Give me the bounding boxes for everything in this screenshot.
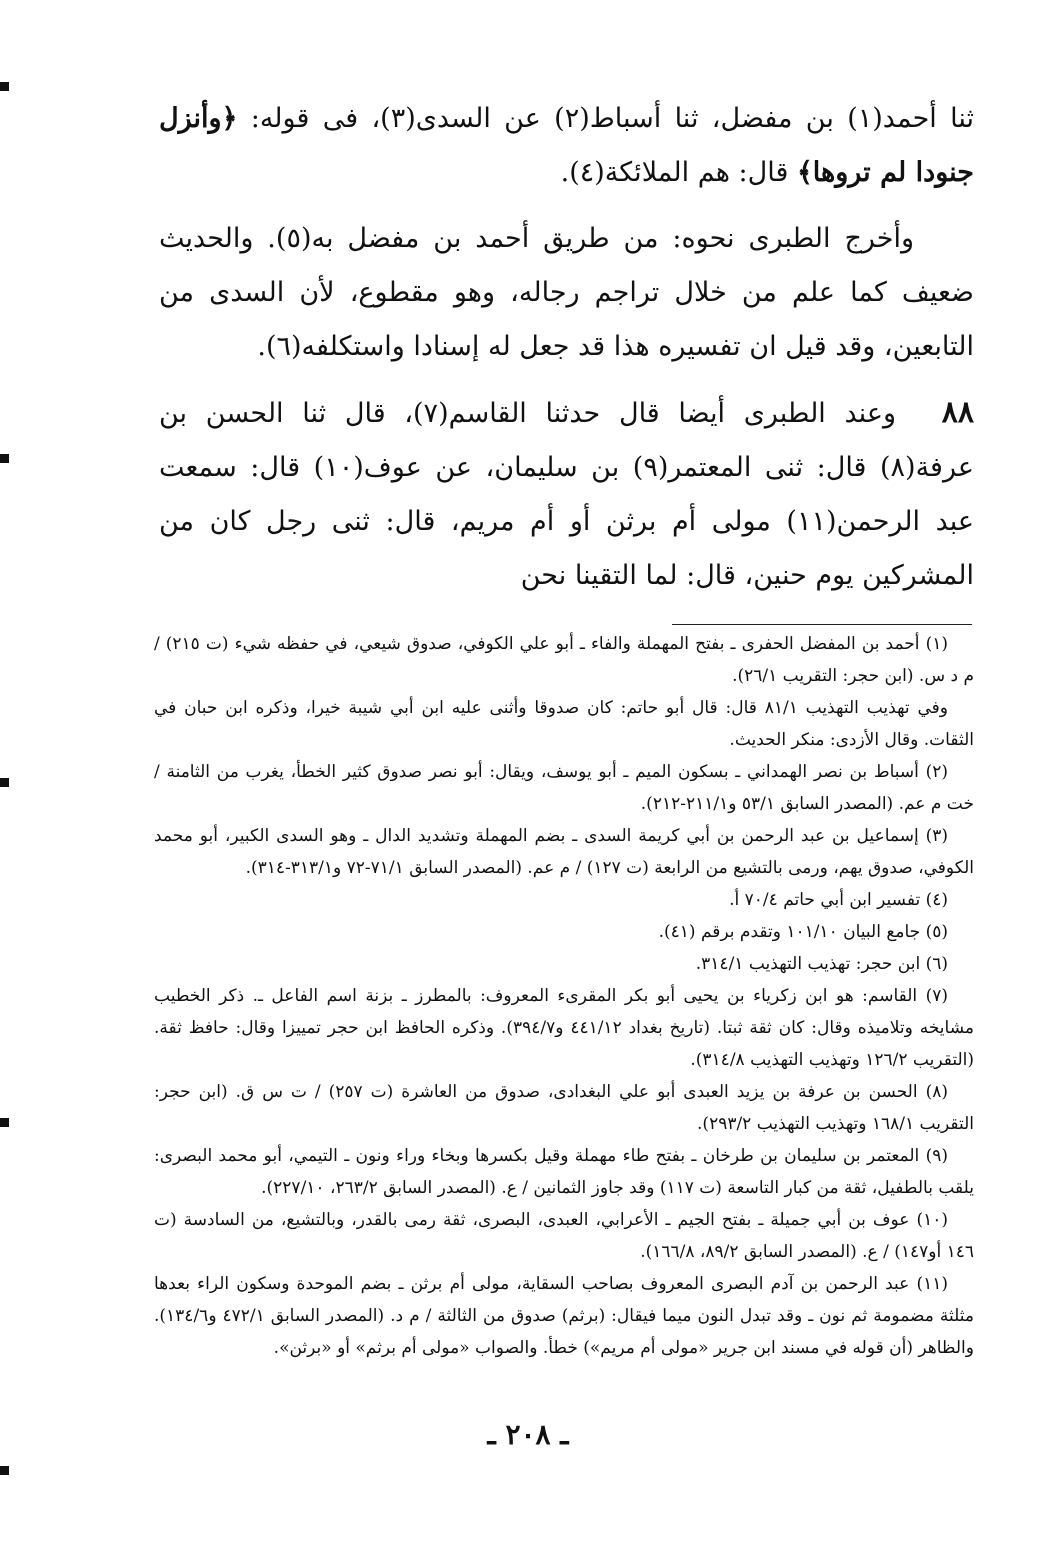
scan-margin-mark bbox=[0, 778, 9, 787]
footnote: (١) أحمد بن المفضل الحفرى ـ بفتح المهملة والفاء ـ أبو علي الكوفي، صدوق شيعي، في حفظه شيء (ت ٢١٥) / م د س. (ابن حجر: التقريب ٢٦/١). bbox=[154, 634, 974, 686]
footnote: (١٠) عوف بن أبي جميلة ـ بفتح الجيم ـ الأعرابي، العبدى، البصرى، ثقة رمى بالقدر، وبالتشيع، من السادسة (ت ١٤٦ أو١٤٧) / ع. (المصدر السابق ٨٩/٢، ١٦٦/٨). bbox=[154, 1210, 974, 1262]
footnote: (٧) القاسم: هو ابن زكرياء بن يحيى أبو بكر المقرىء المعروف: بالمطرز ـ بزنة اسم الفاعل ـ. ذكر الخطيب مشايخه وتلاميذه وقال: كان ثقة ثبتا. (تاريخ بغداد ٤٤١/١٢ و٣٩٤/٧). وذكره الحافظ ابن حجر تمييزا وقال: حافظ ثقة. (التقريب ١٢٦/٢ وتهذيب التهذيب ٣١٤/٨). bbox=[154, 986, 974, 1070]
paragraph-text: وعند الطبرى أيضا قال حدثنا القاسم(٧)، قال ثنا الحسن بن عرفة(٨) قال: ثنى المعتمر(٩) بن سليمان، عن عوف(١٠) قال: سمعت عبد الرحمن(١١) مولى أم برثن أو أم مريم، قال: ثنى رجل كان من المشركين يوم حنين، قال: لما التقينا نحن bbox=[159, 398, 975, 591]
footnote: (٨) الحسن بن عرفة بن يزيد العبدى أبو علي البغدادى، صدوق من العاشرة (ت ٢٥٧) / ت س ق. (ابن حجر: التقريب ١٦٨/١ وتهذيب التهذيب ٢٩٣/٢). bbox=[154, 1082, 974, 1134]
scan-margin-mark bbox=[0, 82, 9, 91]
page-number: ـ ٢٠٨ ـ bbox=[487, 1418, 569, 1451]
quran-verse: ﴿وأنزل جنودا لم تروها﴾ bbox=[159, 103, 974, 188]
footnote: (٢) أسباط بن نصر الهمداني ـ بسكون الميم ـ أبو يوسف، ويقال: أبو نصر صدوق كثير الخطأ، يغرب من الثامنة / خت م عم. (المصدر السابق ٥٣/١ و٢١١/١-٢١٢). bbox=[154, 762, 974, 814]
paragraph bbox=[159, 92, 974, 200]
footnote: وفي تهذيب التهذيب ٨١/١ قال: قال أبو حاتم: كان صدوقا وأثنى عليه ابن أبي شيبة خيرا، وذكره ابن حبان في الثقات. وقال الأزدى: منكر الحديث. bbox=[154, 698, 974, 750]
paragraph: وأخرج الطبرى نحوه: من طريق أحمد بن مفضل به(٥). والحديث ضعيف كما علم من خلال تراجم رجاله، وهو مقطوع، لأن السدى من التابعين، وقد قيل ان تفسيره هذا قد جعل له إسنادا واستكلفه(٦). bbox=[159, 223, 974, 362]
footnote: (٩) المعتمر بن سليمان بن طرخان ـ بفتح طاء مهملة وقيل بكسرها وبخاء وراء ونون ـ التيمي، أبو محمد البصرى: يلقب بالطفيل، ثقة من كبار التاسعة (ت ١١٧) وقد جاوز الثمانين / ع. (المصدر السابق ٢٦٣/٢، ٢٢٧/١٠). bbox=[154, 1146, 974, 1198]
main-text bbox=[159, 92, 974, 615]
scan-margin-mark bbox=[0, 1466, 9, 1475]
paragraph-text: قال: هم الملائكة(٤). bbox=[560, 157, 797, 188]
scan-margin-mark bbox=[0, 1118, 9, 1127]
footnote: (١١) عبد الرحمن بن آدم البصرى المعروف بصاحب السقاية، مولى أم برثن ـ بضم الموحدة وسكون الراء بعدها مثلثة مضمومة ثم نون ـ وقد تبدل النون ميما فيقال: (برثم) صدوق من الثالثة / م د. (المصدر السابق ٤٧٢/١ و١٣٤/٦). والظاهر (أن قوله في مسند ابن جرير «مولى أم مريم») خطأ. والصواب «مولى أم برثم» أو «برثن». bbox=[154, 1274, 974, 1358]
footnote: (٦) ابن حجر: تهذيب التهذيب ٣١٤/١. bbox=[695, 954, 948, 974]
paragraph-text: ثنا أحمد(١) بن مفضل، ثنا أسباط(٢) عن السدى(٣)، فى قوله: bbox=[237, 103, 974, 134]
footnote: (٥) جامع البيان ١٠١/١٠ وتقدم برقم (٤١). bbox=[658, 922, 948, 942]
hadith-paragraph bbox=[159, 386, 974, 603]
footnote: (٣) إسماعيل بن عبد الرحمن بن أبي كريمة السدى ـ بضم المهملة وتشديد الدال ـ وهو السدى الكبير، أبو محمد الكوفي، صدوق يهم، ورمى بالتشيع من الرابعة (ت ١٢٧) / م عم. (المصدر السابق ٧١/١-٧٢ و٣١٣/١-٣١٤). bbox=[154, 826, 974, 878]
scan-margin-mark bbox=[0, 454, 9, 463]
footnote: (٤) تفسير ابن أبي حاتم ٧٠/٤ أ. bbox=[729, 890, 948, 910]
hadith-number: ٨٨ bbox=[941, 395, 974, 430]
footnotes bbox=[154, 628, 974, 1364]
footnote-separator bbox=[672, 624, 972, 625]
